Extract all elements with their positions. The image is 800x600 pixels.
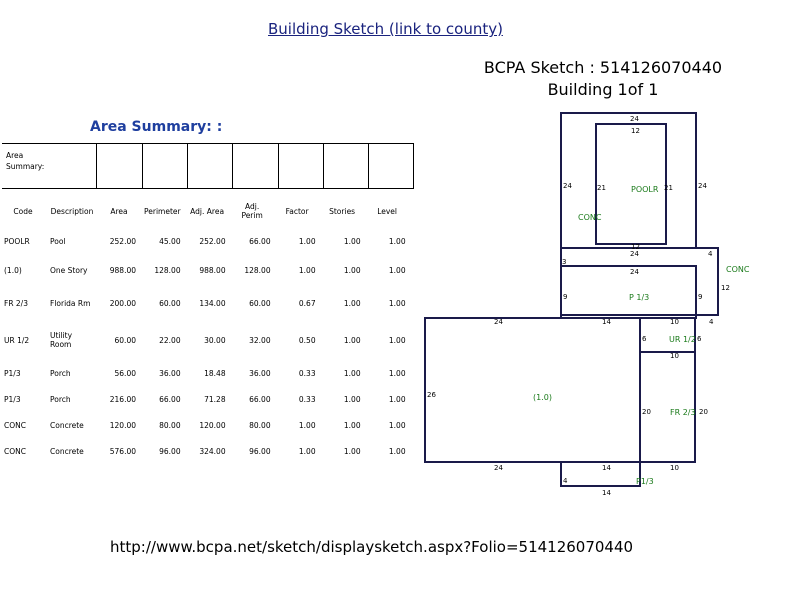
- dim-conc-corner: 4: [708, 250, 713, 258]
- table-cell: 134.00: [199, 299, 226, 308]
- dim-conc-bottom: 24: [630, 250, 639, 258]
- label-fr23: FR 2/3: [670, 408, 696, 417]
- dim-pool-top: 12: [631, 127, 640, 135]
- dim-right-outer: 24: [698, 182, 707, 190]
- table-cell: 324.00: [199, 446, 226, 456]
- area-summary-title: Area Summary: :: [90, 119, 223, 135]
- table-cell: 56.00: [114, 368, 136, 378]
- outline-conc-right: [561, 248, 718, 315]
- table-cell: 66.00: [249, 237, 271, 246]
- table-cell: 120.00: [109, 420, 136, 430]
- table-cell: 45.00: [159, 237, 181, 246]
- dim-pool-bottom: 12: [631, 243, 640, 251]
- table-cell: 0.67: [298, 299, 316, 308]
- table-cell: 1.00: [388, 368, 406, 378]
- table-cell: 36.00: [249, 368, 271, 378]
- col-factor: Factor: [285, 206, 309, 216]
- table-cell: 988.00: [199, 266, 226, 275]
- outline-fr23: [640, 352, 695, 462]
- outline-p13-lower: [561, 462, 640, 486]
- table-cell: 96.00: [249, 446, 271, 456]
- table-cell: Concrete: [50, 446, 84, 456]
- dim-p13-left: 9: [563, 293, 568, 301]
- col-area: Area: [110, 206, 128, 216]
- dim-conc-right: 12: [721, 284, 730, 292]
- table-cell: 1.00: [343, 299, 361, 308]
- sketch-outlines: [425, 113, 718, 486]
- table-cell: 1.00: [298, 237, 316, 246]
- col-stories: Stories: [329, 206, 356, 216]
- table-cell: 252.00: [199, 237, 226, 246]
- table-cell: 1.00: [343, 368, 361, 378]
- label-ur12: UR 1/2: [669, 335, 696, 344]
- table-cell: Utility Room: [50, 331, 73, 349]
- col-code: Code: [13, 206, 33, 216]
- dim-ur-right: 6: [697, 335, 702, 343]
- table-cell: 1.00: [298, 420, 316, 430]
- table-cell: 1.00: [388, 299, 406, 308]
- dim-main-bottom-left: 24: [494, 464, 503, 472]
- label-conc-left: CONC: [578, 213, 602, 222]
- dim-pool-left: 21: [597, 184, 606, 192]
- building-label: Building 1of 1: [547, 80, 659, 99]
- label-one-story: (1.0): [533, 393, 552, 402]
- table-cell: 66.00: [159, 394, 181, 404]
- dim-main-top-mid: 14: [602, 318, 611, 326]
- table-cell: UR 1/2: [4, 335, 30, 345]
- col-level: Level: [377, 206, 398, 216]
- table-cell: 22.00: [159, 335, 181, 345]
- table-cell: 1.00: [343, 335, 361, 345]
- dim-p13-top: 24: [630, 268, 639, 276]
- table-cell: 1.00: [343, 394, 361, 404]
- table-cell: 18.48: [204, 368, 226, 378]
- table-cell: 200.00: [109, 299, 136, 308]
- dim-main-top-r1: 10: [670, 318, 679, 326]
- dim-main-top-left: 24: [494, 318, 503, 326]
- dim-ur-left: 6: [642, 335, 647, 343]
- table-cell: 1.00: [343, 446, 361, 456]
- table-cell: 1.00: [343, 266, 361, 275]
- label-poolr: POOLR: [631, 185, 659, 194]
- label-conc-right: CONC: [726, 265, 750, 274]
- label-p13-upper: P 1/3: [629, 293, 650, 302]
- table-cell: P1/3: [4, 394, 21, 404]
- col-adj-perim: Adj. Perim: [241, 202, 263, 220]
- table-cell: POOLR: [4, 237, 30, 246]
- dim-p13b-left: 4: [563, 477, 568, 485]
- dim-left-outer: 24: [563, 182, 572, 190]
- table-cell: Porch: [50, 368, 71, 378]
- dim-pool-right: 21: [664, 184, 673, 192]
- dim-main-bottom-mid: 14: [602, 464, 611, 472]
- outline-poolr: [596, 124, 666, 244]
- table-cell: 0.50: [298, 335, 316, 345]
- table-cell: 128.00: [154, 266, 181, 275]
- dim-p13b-bottom: 14: [602, 489, 611, 497]
- table-cell: Pool: [50, 237, 66, 246]
- outline-conc-top: [561, 113, 696, 248]
- dim-fr-left: 20: [642, 408, 651, 416]
- table-cell: 1.00: [343, 420, 361, 430]
- table-cell: 36.00: [159, 368, 181, 378]
- table-cell: Concrete: [50, 420, 84, 430]
- dim-main-bottom-r: 10: [670, 464, 679, 472]
- table-cell: 1.00: [298, 266, 316, 275]
- table-cell: 71.28: [204, 394, 226, 404]
- dim-main-left: 26: [427, 391, 436, 399]
- table-cell: CONC: [4, 446, 26, 456]
- col-adj-area: Adj. Area: [190, 206, 225, 216]
- table-cell: 96.00: [159, 446, 181, 456]
- table-cell: 0.33: [298, 394, 316, 404]
- sketch-title: BCPA Sketch : 514126070440: [483, 58, 723, 77]
- table-cell: 128.00: [244, 266, 271, 275]
- table-cell: 1.00: [388, 237, 406, 246]
- table-cell: One Story: [50, 266, 88, 275]
- col-perimeter: Perimeter: [144, 206, 181, 216]
- table-cell: 30.00: [204, 335, 226, 345]
- table-cell: 1.00: [388, 420, 406, 430]
- dim-p13-right: 9: [698, 293, 703, 301]
- table-cell: 252.00: [109, 237, 136, 246]
- table-cell: Porch: [50, 394, 71, 404]
- table-cell: Florida Rm: [50, 299, 91, 308]
- table-cell: P1/3: [4, 368, 21, 378]
- table-cell: 60.00: [249, 299, 271, 308]
- table-cell: 0.33: [298, 368, 316, 378]
- outline-one-story: [425, 318, 640, 462]
- table-cell: 80.00: [159, 420, 181, 430]
- table-cell: CONC: [4, 420, 26, 430]
- dim-top: 24: [630, 115, 639, 123]
- table-cell: 1.00: [388, 335, 406, 345]
- table-cell: 988.00: [109, 266, 136, 275]
- table-cell: 1.00: [388, 446, 406, 456]
- label-p13-lower: P1/3: [636, 477, 654, 486]
- outline-p13-upper: [561, 266, 696, 318]
- building-sketch-link[interactable]: Building Sketch (link to county): [268, 20, 503, 38]
- table-cell: 1.00: [388, 266, 406, 275]
- table-cell: 1.00: [343, 237, 361, 246]
- table-cell: (1.0): [4, 266, 22, 275]
- dim-main-top-r2: 4: [709, 318, 714, 326]
- sketch-url: http://www.bcpa.net/sketch/displaysketch.aspx?Folio=514126070440: [110, 538, 634, 556]
- table-cell: 60.00: [114, 335, 136, 345]
- col-description: Description: [50, 206, 94, 216]
- table-cell: FR 2/3: [4, 299, 28, 308]
- table-cell: 120.00: [199, 420, 226, 430]
- dim-ur-bottom: 10: [670, 352, 679, 360]
- dim-p13-corner: 3: [562, 258, 567, 266]
- table-cell: 576.00: [109, 446, 136, 456]
- table-cell: 1.00: [388, 394, 406, 404]
- table-cell: 80.00: [249, 420, 271, 430]
- table-cell: 1.00: [298, 446, 316, 456]
- area-summary-row-label: Area Summary:: [6, 151, 45, 171]
- dim-fr-right: 20: [699, 408, 708, 416]
- table-cell: 216.00: [109, 394, 136, 404]
- table-cell: 32.00: [249, 335, 271, 345]
- table-cell: 66.00: [249, 394, 271, 404]
- table-cell: 60.00: [159, 299, 181, 308]
